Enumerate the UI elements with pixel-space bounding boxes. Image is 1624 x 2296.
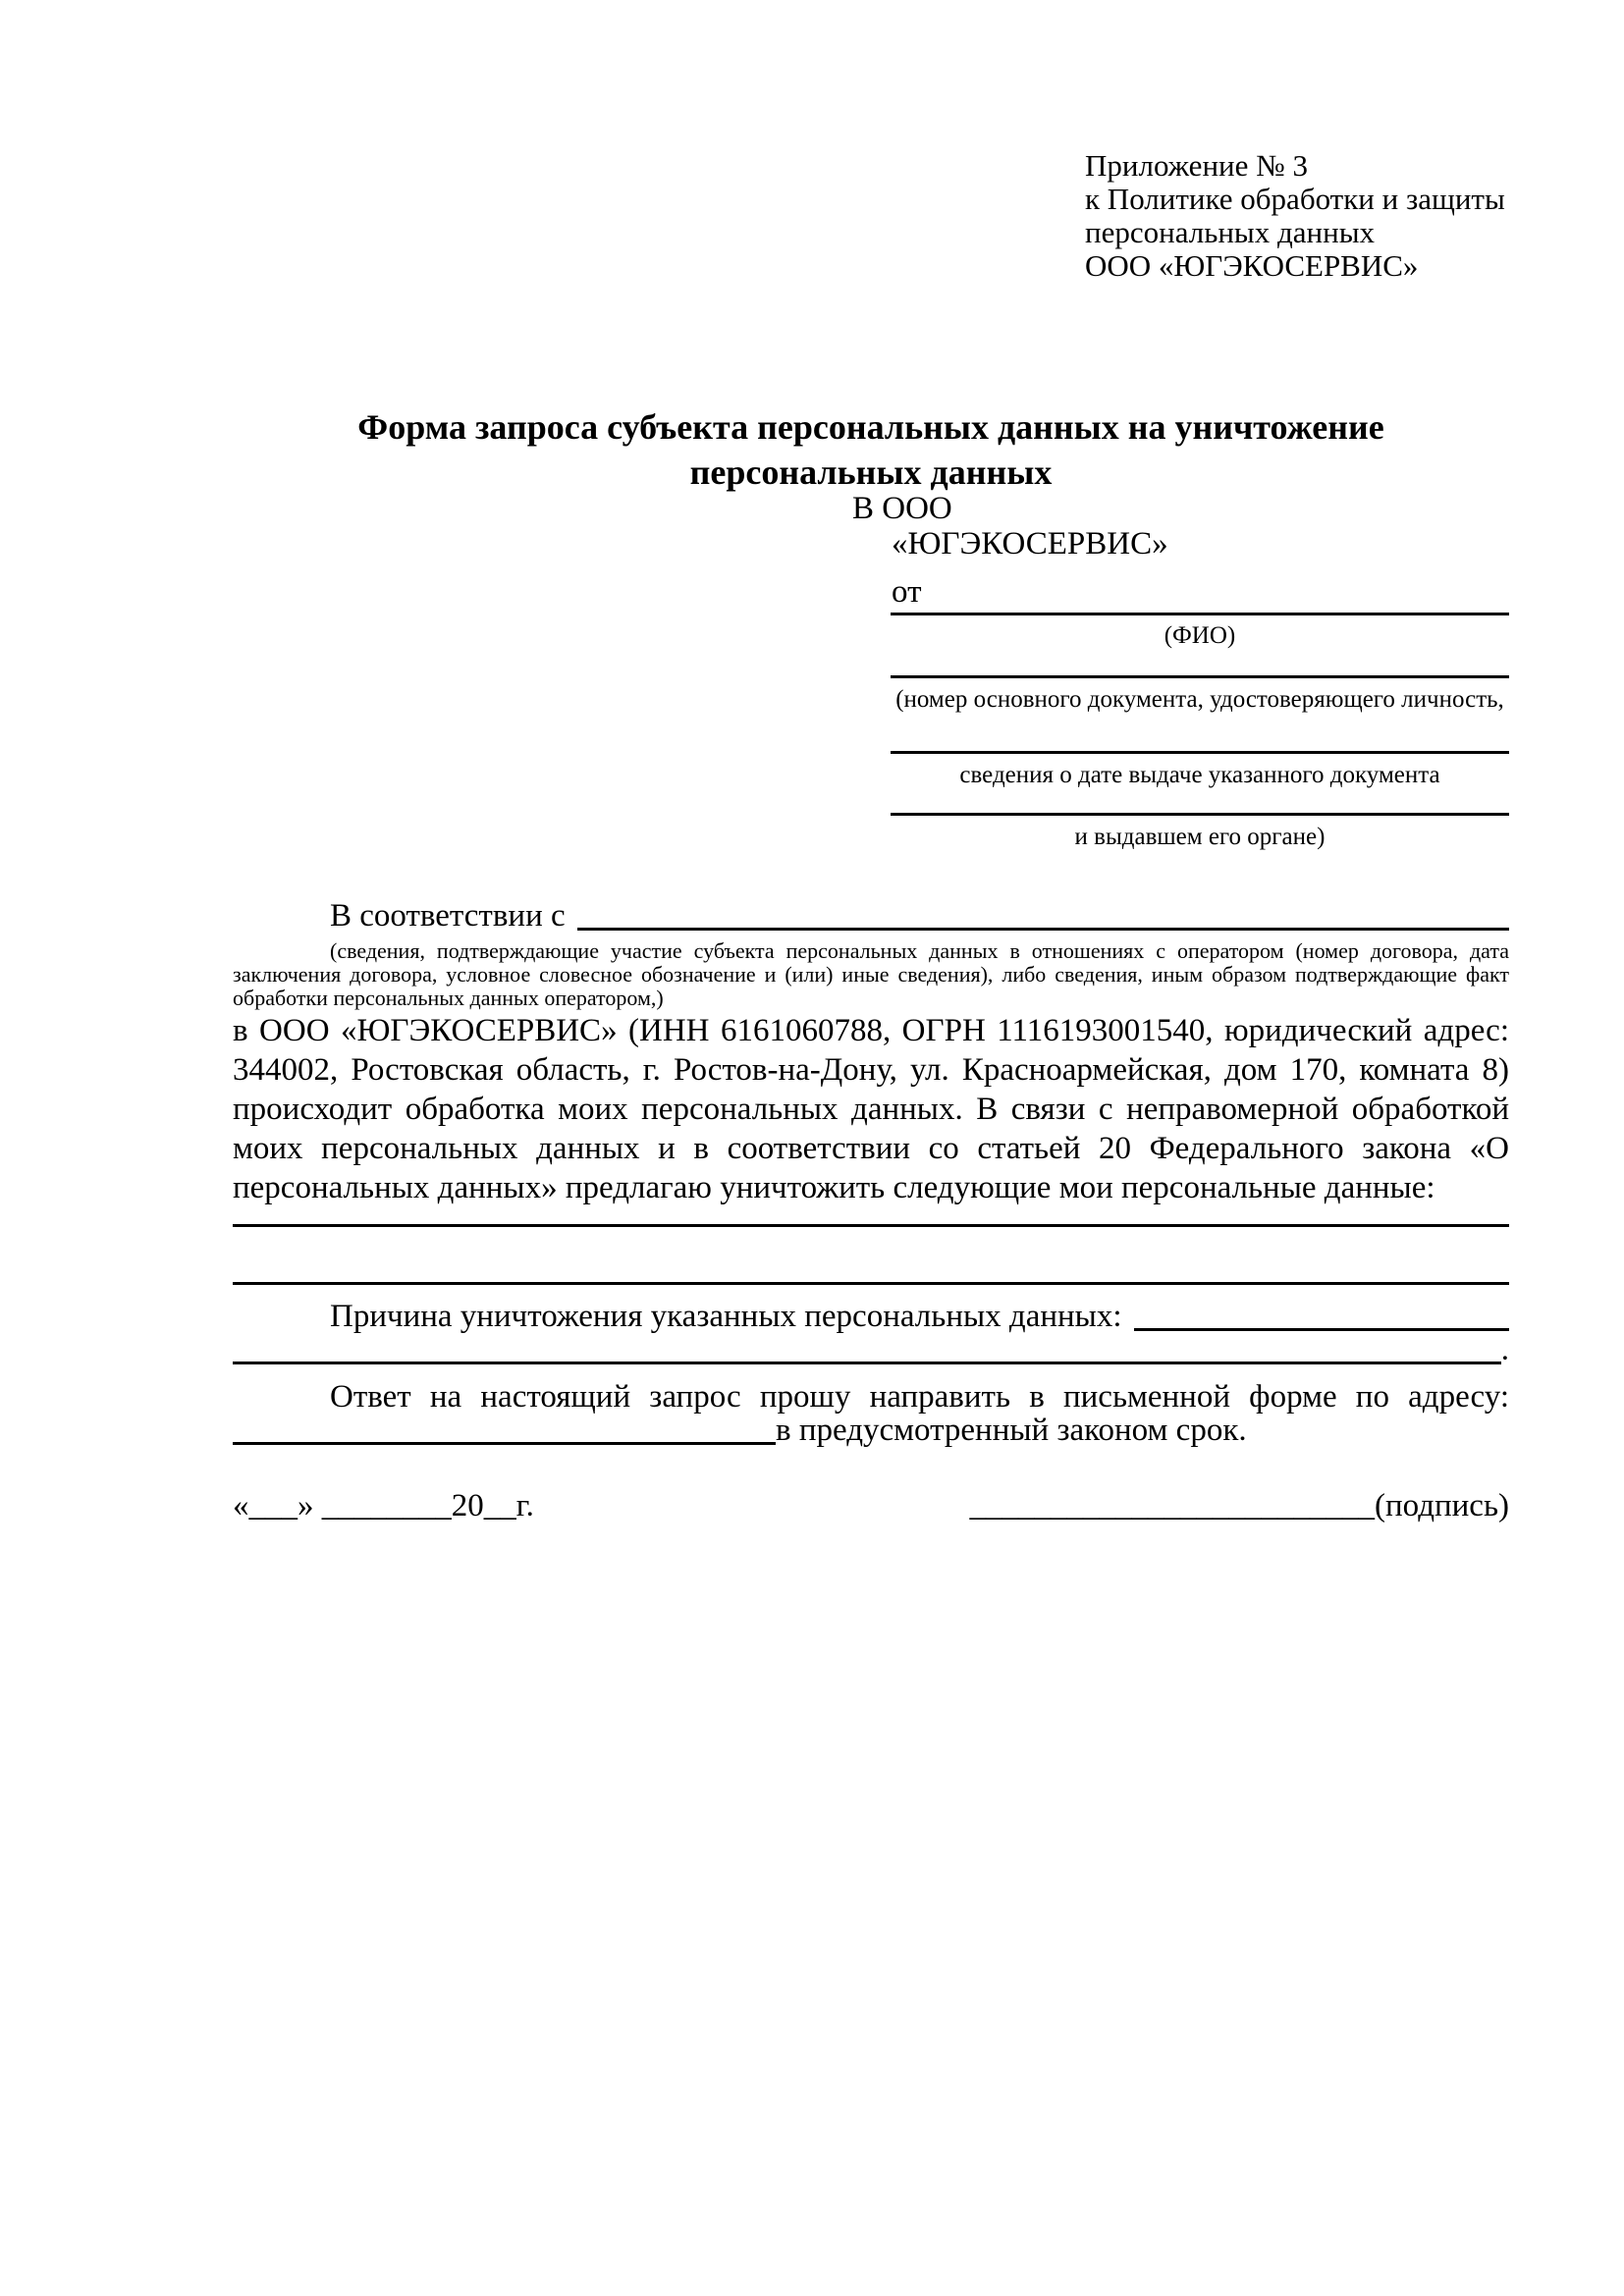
recipient-to-prefix: В ООО (852, 491, 952, 526)
appendix-line-4: ООО «ЮГЭКОСЕРВИС» (1085, 248, 1419, 283)
signature-blank-line: _________________________ (969, 1488, 1375, 1523)
signature-group (970, 1486, 1510, 1525)
accordance-prefix: В соответствии с (330, 898, 566, 934)
reason-continuation-row (233, 1331, 1509, 1368)
accordance-row (233, 895, 1509, 934)
recipient-from-label: от (892, 574, 922, 610)
sentence-period: . (1500, 1332, 1509, 1367)
recipient-org-name: «ЮГЭКОСЕРВИС» (892, 526, 1168, 561)
answer-request-sentence: Ответ на настоящий запрос прошу направить в письменной форме по адресу: (330, 1379, 1509, 1415)
title-line-1: Форма запроса субъекта персональных данных на уничтожение (357, 407, 1384, 447)
fio-caption: (ФИО) (1164, 622, 1236, 649)
document-title (233, 404, 1509, 495)
issue-date-blank-line (891, 751, 1509, 754)
reason-label: Причина уничтожения указанных персональных данных: (330, 1299, 1122, 1334)
answer-address-row (233, 1412, 1509, 1449)
address-blank-line (233, 1442, 776, 1445)
date-signature-row (233, 1486, 1509, 1525)
issue-date-caption: сведения о дате выдаче указанного документа (959, 762, 1440, 788)
signature-caption: (подпись) (1375, 1488, 1509, 1523)
date-blank: «___» ________20__г. (233, 1488, 534, 1523)
main-paragraph: в ООО «ЮГЭКОСЕРВИС» (ИНН 6161060788, ОГРН 1116193001540, юридический адрес: 344002, Ростовская область, г. Ростов-на-Дону, ул. Красноармейская, дом 170, комната 8) происходит обработка моих персональных данных. В связи с неправомерной обработкой моих персональных данных и в соответствии со статьей 20 Федерального закона «О персональных данных» предлагаю уничтожить следующие мои персональные данные: (233, 1013, 1509, 1205)
appendix-line-2: к Политике обработки и защиты (1085, 182, 1505, 216)
answer-request-tail: в предусмотренный законом срок. (776, 1413, 1247, 1448)
accordance-blank-line (577, 928, 1509, 931)
personal-data-blank-line-2 (233, 1282, 1509, 1285)
title-line-2: персональных данных (689, 453, 1053, 492)
fio-blank-line (891, 613, 1509, 615)
appendix-line-1: Приложение № 3 (1085, 148, 1308, 183)
personal-data-blank-line-1 (233, 1224, 1509, 1227)
identity-document-caption: (номер основного документа, удостоверяющего личность, (895, 686, 1504, 713)
appendix-line-3: персональных данных (1085, 215, 1376, 249)
issuing-authority-caption: и выдавшем его органе) (1074, 824, 1326, 850)
reason-row (233, 1296, 1509, 1335)
accordance-note: (сведения, подтверждающие участие субъекта персональных данных в отношениях с оператором (номер договора, дата заключения договора, условное словесное обозначение и (или) иные сведения), либо сведения, иным образом подтверждающие факт обработки персональных данных оператором,) (233, 938, 1509, 1010)
appendix-block (1085, 149, 1505, 283)
issuing-authority-blank-line (891, 813, 1509, 816)
reason-blank-line-2 (233, 1362, 1501, 1364)
identity-document-blank-line (891, 675, 1509, 678)
